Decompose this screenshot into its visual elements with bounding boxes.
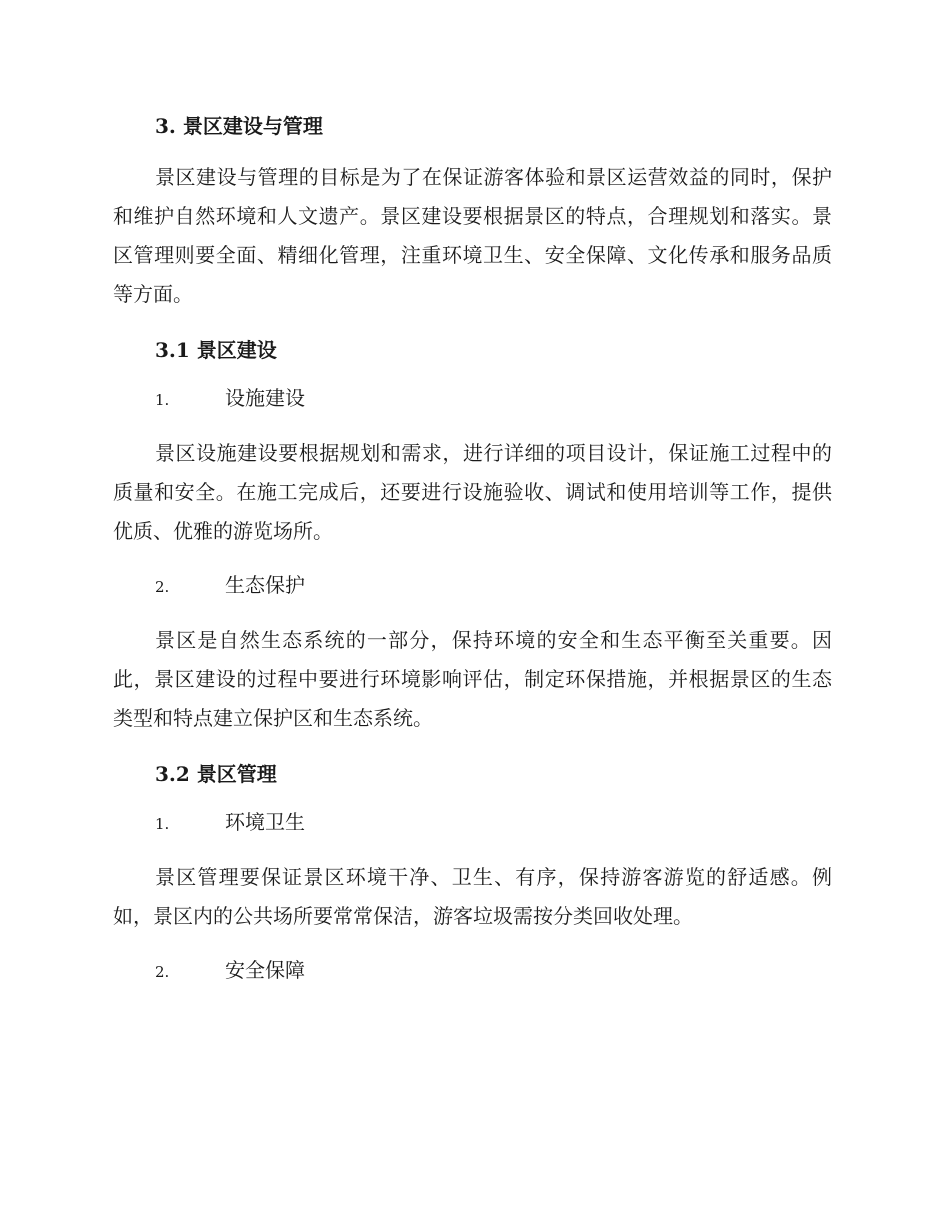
list-label: 安全保障 (225, 958, 305, 982)
list-item-ecology (155, 571, 832, 601)
list-label: 设施建设 (225, 386, 305, 410)
list-label: 生态保护 (225, 573, 305, 597)
list-item-sanitation (155, 808, 832, 838)
list-number: 2. (155, 578, 170, 596)
list-number: 2. (155, 963, 170, 981)
list-item-safety (155, 956, 832, 986)
ecology-paragraph: 景区是自然生态系统的一部分，保持环境的安全和生态平衡至关重要。因此，景区建设的过程中要进行环境影响评估，制定环保措施，并根据景区的生态类型和特点建立保护区和生态系统。 (113, 628, 832, 730)
sanitation-paragraph: 景区管理要保证景区环境干净、卫生、有序，保持游客游览的舒适感。例如，景区内的公共场所要常常保洁，游客垃圾需按分类回收处理。 (113, 865, 832, 928)
list-label: 环境卫生 (225, 810, 305, 834)
section-intro-paragraph: 景区建设与管理的目标是为了在保证游客体验和景区运营效益的同时，保护和维护自然环境和人文遗产。景区建设要根据景区的特点，合理规划和落实。景区管理则要全面、精细化管理，注重环境卫生、安全保障、文化传承和服务品质等方面。 (113, 165, 832, 306)
list-item-facility (155, 384, 832, 414)
list-number: 1. (155, 815, 170, 833)
list-number: 1. (155, 391, 170, 409)
section-heading: 3. 景区建设与管理 (155, 114, 323, 138)
subsection-heading-management: 3.2 景区管理 (155, 762, 277, 786)
subsection-heading-construction: 3.1 景区建设 (155, 338, 277, 362)
facility-paragraph: 景区设施建设要根据规划和需求，进行详细的项目设计，保证施工过程中的质量和安全。在施工完成后，还要进行设施验收、调试和使用培训等工作，提供优质、优雅的游览场所。 (113, 441, 832, 543)
